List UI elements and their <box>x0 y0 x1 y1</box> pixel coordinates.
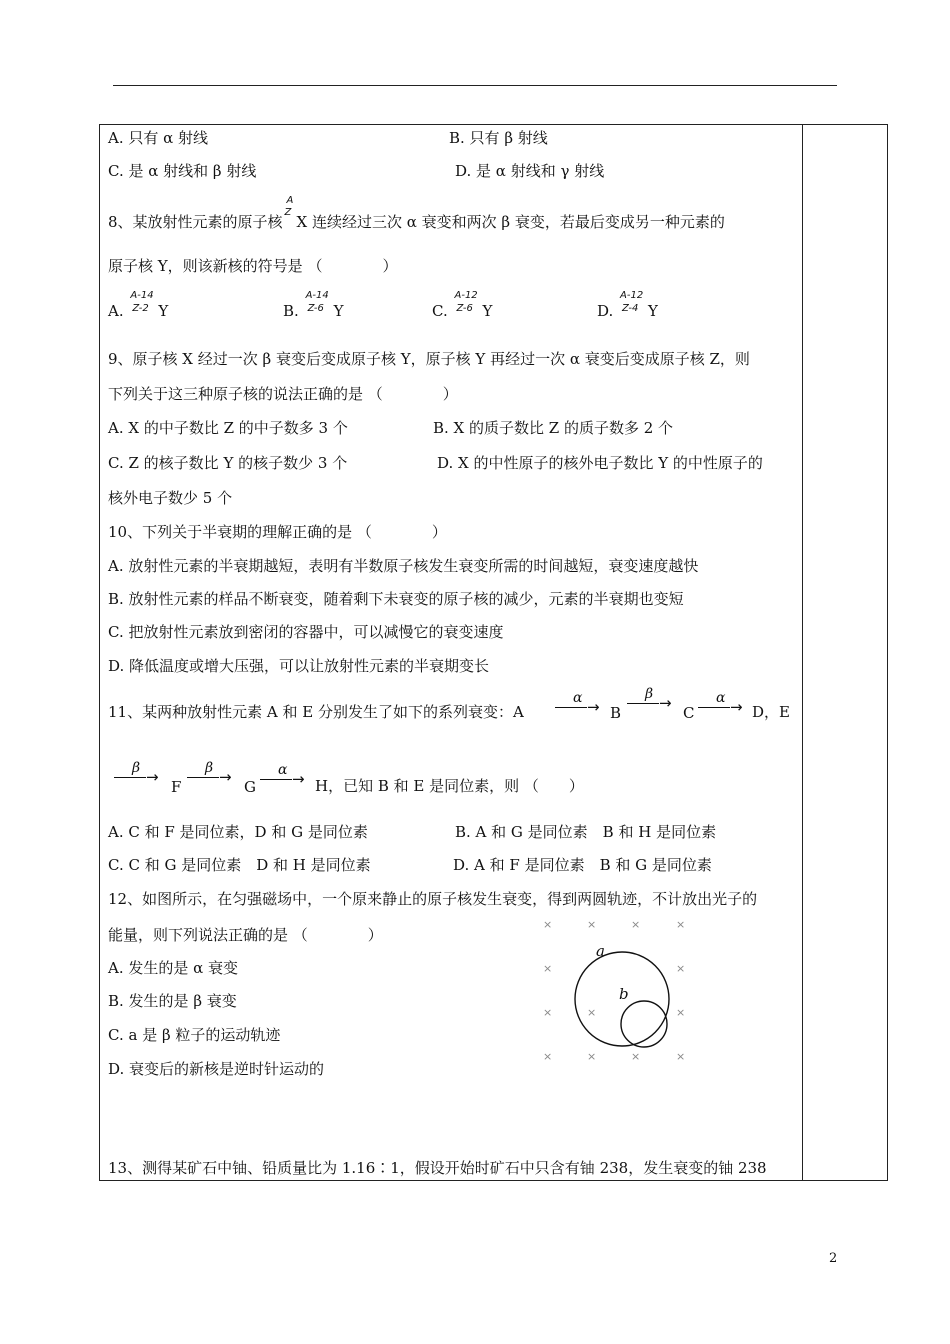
q11-option-c: C. C 和 G 是同位素 D 和 H 是同位素 <box>108 856 371 874</box>
field-cross-mark: × <box>543 1050 553 1063</box>
orbit-label-b: b <box>619 985 629 1003</box>
q12-stem-line1: 12、如图所示，在匀强磁场中，一个原来静止的原子核发生衰变，得到两圆轨迹，不计放出光子的 <box>108 890 758 908</box>
q11-nuclide-c: C <box>683 704 695 722</box>
field-cross-mark: × <box>543 1006 553 1019</box>
q9-stem-line1: 9、原子核 X 经过一次 β 衰变后变成原子核 Y，原子核 Y 再经过一次 α 衰变后变成原子核 Z，则 <box>108 350 750 368</box>
decay-arrow-beta-2: β → <box>114 764 164 788</box>
q7-option-c: C. 是 α 射线和 β 射线 <box>108 162 257 180</box>
q8-option-b-bottom: Z-6 <box>307 303 324 314</box>
field-cross-mark: × <box>676 1006 686 1019</box>
q11-nuclide-f: F <box>171 778 182 796</box>
table-column-divider <box>802 124 803 1181</box>
q10-option-a: A. 放射性元素的半衰期越短，表明有半数原子核发生衰变所需的时间越短，衰变速度越快 <box>108 557 699 575</box>
q12-option-b: B. 发生的是 β 衰变 <box>108 992 237 1010</box>
decay-arrow-alpha-3: α → <box>260 766 310 790</box>
q11-option-a: A. C 和 F 是同位素，D 和 G 是同位素 <box>108 823 368 841</box>
q8-stem <box>108 195 725 232</box>
decay-arrow-alpha-2: α → <box>698 694 748 718</box>
decay-arrow-alpha-1: α → <box>555 694 605 718</box>
decay-arrow-beta-3: β → <box>187 764 237 788</box>
field-cross-mark: × <box>631 918 641 931</box>
orbit-label-a: a <box>596 942 605 960</box>
q8-option-d: D. A-12 Z-4 Y <box>597 290 658 320</box>
q10-option-d: D. 降低温度或增大压强，可以让放射性元素的半衰期变长 <box>108 657 490 675</box>
q9-option-c: C. Z 的核子数比 Y 的核子数少 3 个 <box>108 454 348 472</box>
q8-option-c: C. A-12 Z-6 Y <box>432 290 493 320</box>
q8-mass-number: A <box>286 195 294 206</box>
q11-nuclide-d-e: D，E <box>752 703 790 721</box>
field-cross-mark: × <box>676 962 686 975</box>
q10-option-b: B. 放射性元素的样品不断衰变，随着剩下未衰变的原子核的减少，元素的半衰期也变短 <box>108 590 684 608</box>
q9-option-d-cont: 核外电子数少 5 个 <box>108 489 233 507</box>
q12-option-d: D. 衰变后的新核是逆时针运动的 <box>108 1060 325 1078</box>
field-cross-mark: × <box>587 918 597 931</box>
q12-option-a: A. 发生的是 α 衰变 <box>108 959 239 977</box>
q9-option-b: B. X 的质子数比 Z 的质子数多 2 个 <box>433 419 674 437</box>
q8-option-a: A. A-14 Z-2 Y <box>108 290 169 320</box>
q9-option-a: A. X 的中子数比 Z 的中子数多 3 个 <box>108 419 348 437</box>
q10-stem: 10、下列关于半衰期的理解正确的是 （ ） <box>108 523 447 541</box>
q8-option-d-bottom: Z-4 <box>622 303 639 314</box>
q8-stem-after: X 连续经过三次 α 衰变和两次 β 衰变，若最后变成另一种元素的 <box>296 213 725 231</box>
q11-nuclide-b: B <box>610 704 622 722</box>
q8-option-a-bottom: Z-2 <box>132 303 149 314</box>
q13-stem-line1: 13、测得某矿石中铀、铅质量比为 1.16∶1，假设开始时矿石中只含有铀 238，发生衰变的铀 238 <box>108 1159 767 1177</box>
field-cross-mark: × <box>543 918 553 931</box>
header-rule <box>113 85 837 86</box>
q7-option-b: B. 只有 β 射线 <box>449 129 548 147</box>
q8-stem-line2: 原子核 Y，则该新核的符号是 （ ） <box>108 257 398 275</box>
field-cross-mark: × <box>676 1050 686 1063</box>
q8-option-b-top: A-14 <box>305 290 329 301</box>
field-cross-mark: × <box>587 1006 597 1019</box>
q12-option-c: C. a 是 β 粒子的运动轨迹 <box>108 1026 281 1044</box>
q11-stem: 11、某两种放射性元素 A 和 E 分别发生了如下的系列衰变：A <box>108 703 524 721</box>
q8-nuclide-notation <box>283 195 297 227</box>
decay-arrow-beta-1: β → <box>627 690 677 714</box>
q10-option-c: C. 把放射性元素放到密闭的容器中，可以减慢它的衰变速度 <box>108 623 504 641</box>
question-table <box>99 124 888 1181</box>
q8-stem-before: 8、某放射性元素的原子核 <box>108 213 283 231</box>
q7-option-d: D. 是 α 射线和 γ 射线 <box>455 162 605 180</box>
q8-option-c-top: A-12 <box>454 290 478 301</box>
q9-option-d: D. X 的中性原子的核外电子数比 Y 的中性原子的 <box>437 454 763 472</box>
field-cross-mark: × <box>543 962 553 975</box>
field-cross-mark: × <box>587 1050 597 1063</box>
q8-option-b: B. A-14 Z-6 Y <box>283 290 344 320</box>
field-cross-mark: × <box>676 918 686 931</box>
q9-stem-line2: 下列关于这三种原子核的说法正确的是 （ ） <box>108 385 458 403</box>
q11-option-d: D. A 和 F 是同位素 B 和 G 是同位素 <box>453 856 712 874</box>
q8-atomic-number: Z <box>284 207 292 218</box>
q11-stem-tail: H，已知 B 和 E 是同位素，则 （ ） <box>315 777 584 795</box>
page-number: 2 <box>829 1251 838 1266</box>
q8-option-c-bottom: Z-6 <box>456 303 473 314</box>
q7-option-a: A. 只有 α 射线 <box>108 129 209 147</box>
q8-option-a-top: A-14 <box>130 290 154 301</box>
q11-nuclide-g: G <box>244 778 256 796</box>
q8-option-d-top: A-12 <box>620 290 644 301</box>
field-cross-mark: × <box>631 1050 641 1063</box>
q11-option-b: B. A 和 G 是同位素 B 和 H 是同位素 <box>455 823 717 841</box>
q12-stem-line2: 能量，则下列说法正确的是 （ ） <box>108 926 383 944</box>
